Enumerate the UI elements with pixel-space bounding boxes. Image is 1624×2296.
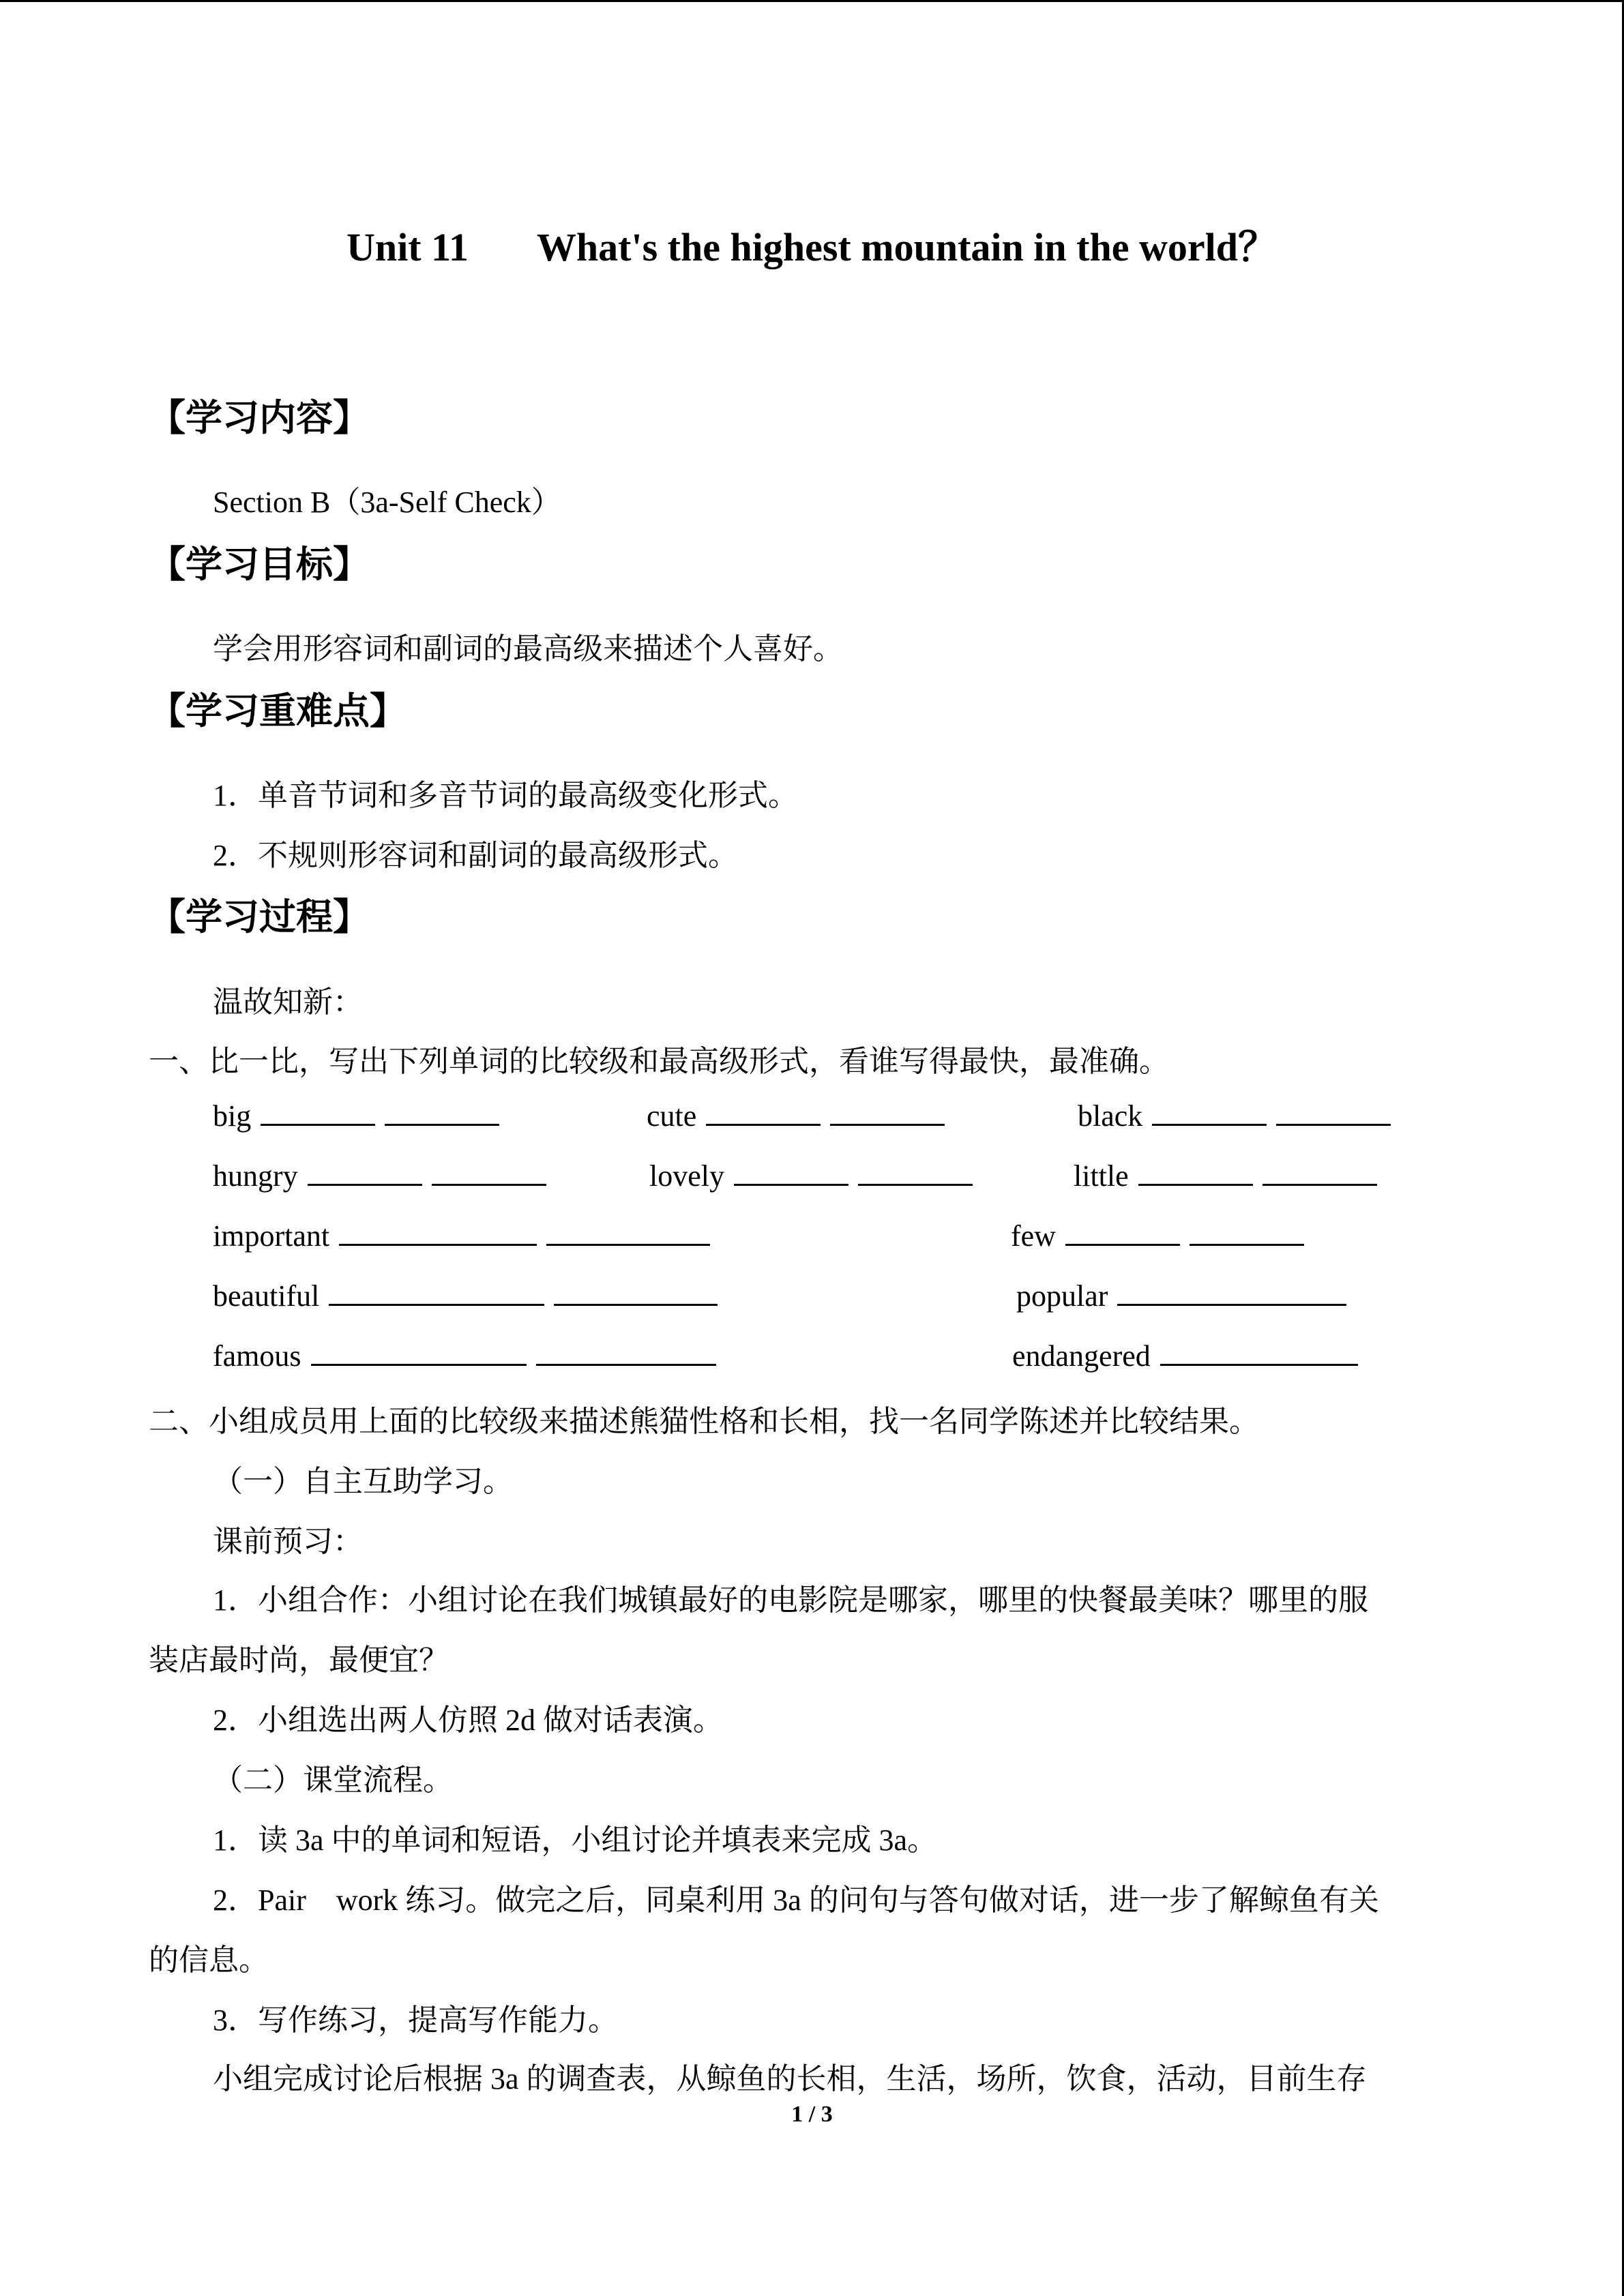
word-endangered-row [1012, 1337, 1358, 1373]
word-cute-row [647, 1097, 945, 1133]
blank-comparative[interactable] [1152, 1097, 1267, 1126]
task-2-instruction: 二、小组成员用上面的比较级来描述熊猫性格和长相，找一名同学陈述并比较结果。 [149, 1405, 1259, 1438]
preview-label: 课前预习： [213, 1525, 363, 1558]
blank-comparative[interactable] [339, 1217, 537, 1246]
preview-item-1-line-1: 1．小组合作：小组讨论在我们城镇最好的电影院是哪家，哪里的快餐最美味？哪里的服 [213, 1583, 1368, 1617]
class-step-3: 3．写作练习，提高写作能力。 [213, 2003, 618, 2037]
blank-superlative[interactable] [554, 1277, 718, 1306]
page-number: 1 / 3 [791, 2102, 833, 2127]
word-beautiful-row [213, 1277, 718, 1313]
word-hungry-row [213, 1157, 546, 1193]
self-study-heading: （一）自主互助学习。 [213, 1465, 513, 1498]
class-step-2-line-1: 2．Pair work 练习。做完之后，同桌利用 3a 的问句与答句做对话，进一步了解鲸鱼有关 [213, 1883, 1379, 1917]
blank-comparative[interactable] [706, 1097, 821, 1126]
word-cute: cute [647, 1099, 697, 1133]
class-step-2-line-2: 的信息。 [149, 1943, 269, 1977]
title-text: What's the highest mountain in the world？ [536, 225, 1278, 269]
blank-comparative[interactable] [734, 1157, 848, 1186]
heading-learning-process: 【学习过程】 [149, 897, 370, 938]
word-few: few [1011, 1219, 1056, 1253]
blank-superlative[interactable] [385, 1097, 499, 1126]
heading-key-points: 【学习重难点】 [149, 691, 407, 732]
word-popular-row [1016, 1277, 1346, 1313]
review-label: 温故知新： [213, 985, 363, 1019]
word-important-row [213, 1217, 710, 1253]
blank-comparative[interactable] [261, 1097, 375, 1126]
page-top-border [0, 0, 1624, 2]
word-famous-row [213, 1337, 716, 1373]
word-little: little [1074, 1159, 1129, 1193]
blank-comparative[interactable] [311, 1337, 527, 1366]
blank-superlative[interactable] [1263, 1157, 1377, 1186]
word-few-row [1011, 1217, 1304, 1253]
learning-goal-text: 学会用形容词和副词的最高级来描述个人喜好。 [213, 632, 843, 666]
heading-learning-goal: 【学习目标】 [149, 544, 370, 585]
word-endangered: endangered [1012, 1339, 1151, 1373]
word-lovely: lovely [649, 1159, 724, 1193]
heading-learning-content: 【学习内容】 [149, 398, 370, 438]
preview-item-2: 2．小组选出两人仿照 2d 做对话表演。 [213, 1703, 723, 1737]
word-popular: popular [1016, 1279, 1108, 1313]
word-hungry: hungry [213, 1159, 298, 1193]
blank-comparative[interactable] [329, 1277, 544, 1306]
word-lovely-row [649, 1157, 973, 1193]
blank-answer[interactable] [1117, 1277, 1346, 1306]
title-unit: Unit 11 [346, 225, 469, 269]
word-famous: famous [213, 1339, 301, 1373]
blank-superlative[interactable] [1190, 1217, 1304, 1246]
task-1-instruction: 一、比一比，写出下列单词的比较级和最高级形式，看谁写得最快，最准确。 [149, 1045, 1169, 1078]
word-black: black [1078, 1099, 1143, 1133]
blank-answer[interactable] [1160, 1337, 1358, 1366]
blank-superlative[interactable] [536, 1337, 716, 1366]
word-beautiful: beautiful [213, 1279, 320, 1313]
blank-comparative[interactable] [1065, 1217, 1180, 1246]
preview-item-1-line-2: 装店最时尚，最便宜？ [149, 1643, 449, 1677]
class-step-3-detail: 小组完成讨论后根据 3a 的调查表，从鲸鱼的长相，生活，场所，饮食，活动，目前生存 [213, 2062, 1367, 2096]
word-little-row [1074, 1157, 1377, 1193]
page-title [0, 215, 1624, 272]
learning-content-text: Section B（3a-Self Check） [213, 486, 561, 519]
key-point-2: 2．不规则形容词和副词的最高级形式。 [213, 839, 738, 872]
blank-superlative[interactable] [546, 1217, 710, 1246]
blank-superlative[interactable] [1276, 1097, 1391, 1126]
blank-comparative[interactable] [1138, 1157, 1253, 1186]
blank-superlative[interactable] [858, 1157, 973, 1186]
blank-superlative[interactable] [432, 1157, 546, 1186]
key-point-1: 1．单音节词和多音节词的最高级变化形式。 [213, 779, 798, 812]
word-big-row [213, 1097, 499, 1133]
class-flow-heading: （二）课堂流程。 [213, 1763, 453, 1797]
word-black-row [1078, 1097, 1391, 1133]
blank-superlative[interactable] [830, 1097, 945, 1126]
word-important: important [213, 1219, 330, 1253]
blank-comparative[interactable] [308, 1157, 422, 1186]
class-step-1: 1．读 3a 中的单词和短语，小组讨论并填表来完成 3a。 [213, 1823, 938, 1857]
word-big: big [213, 1099, 252, 1133]
